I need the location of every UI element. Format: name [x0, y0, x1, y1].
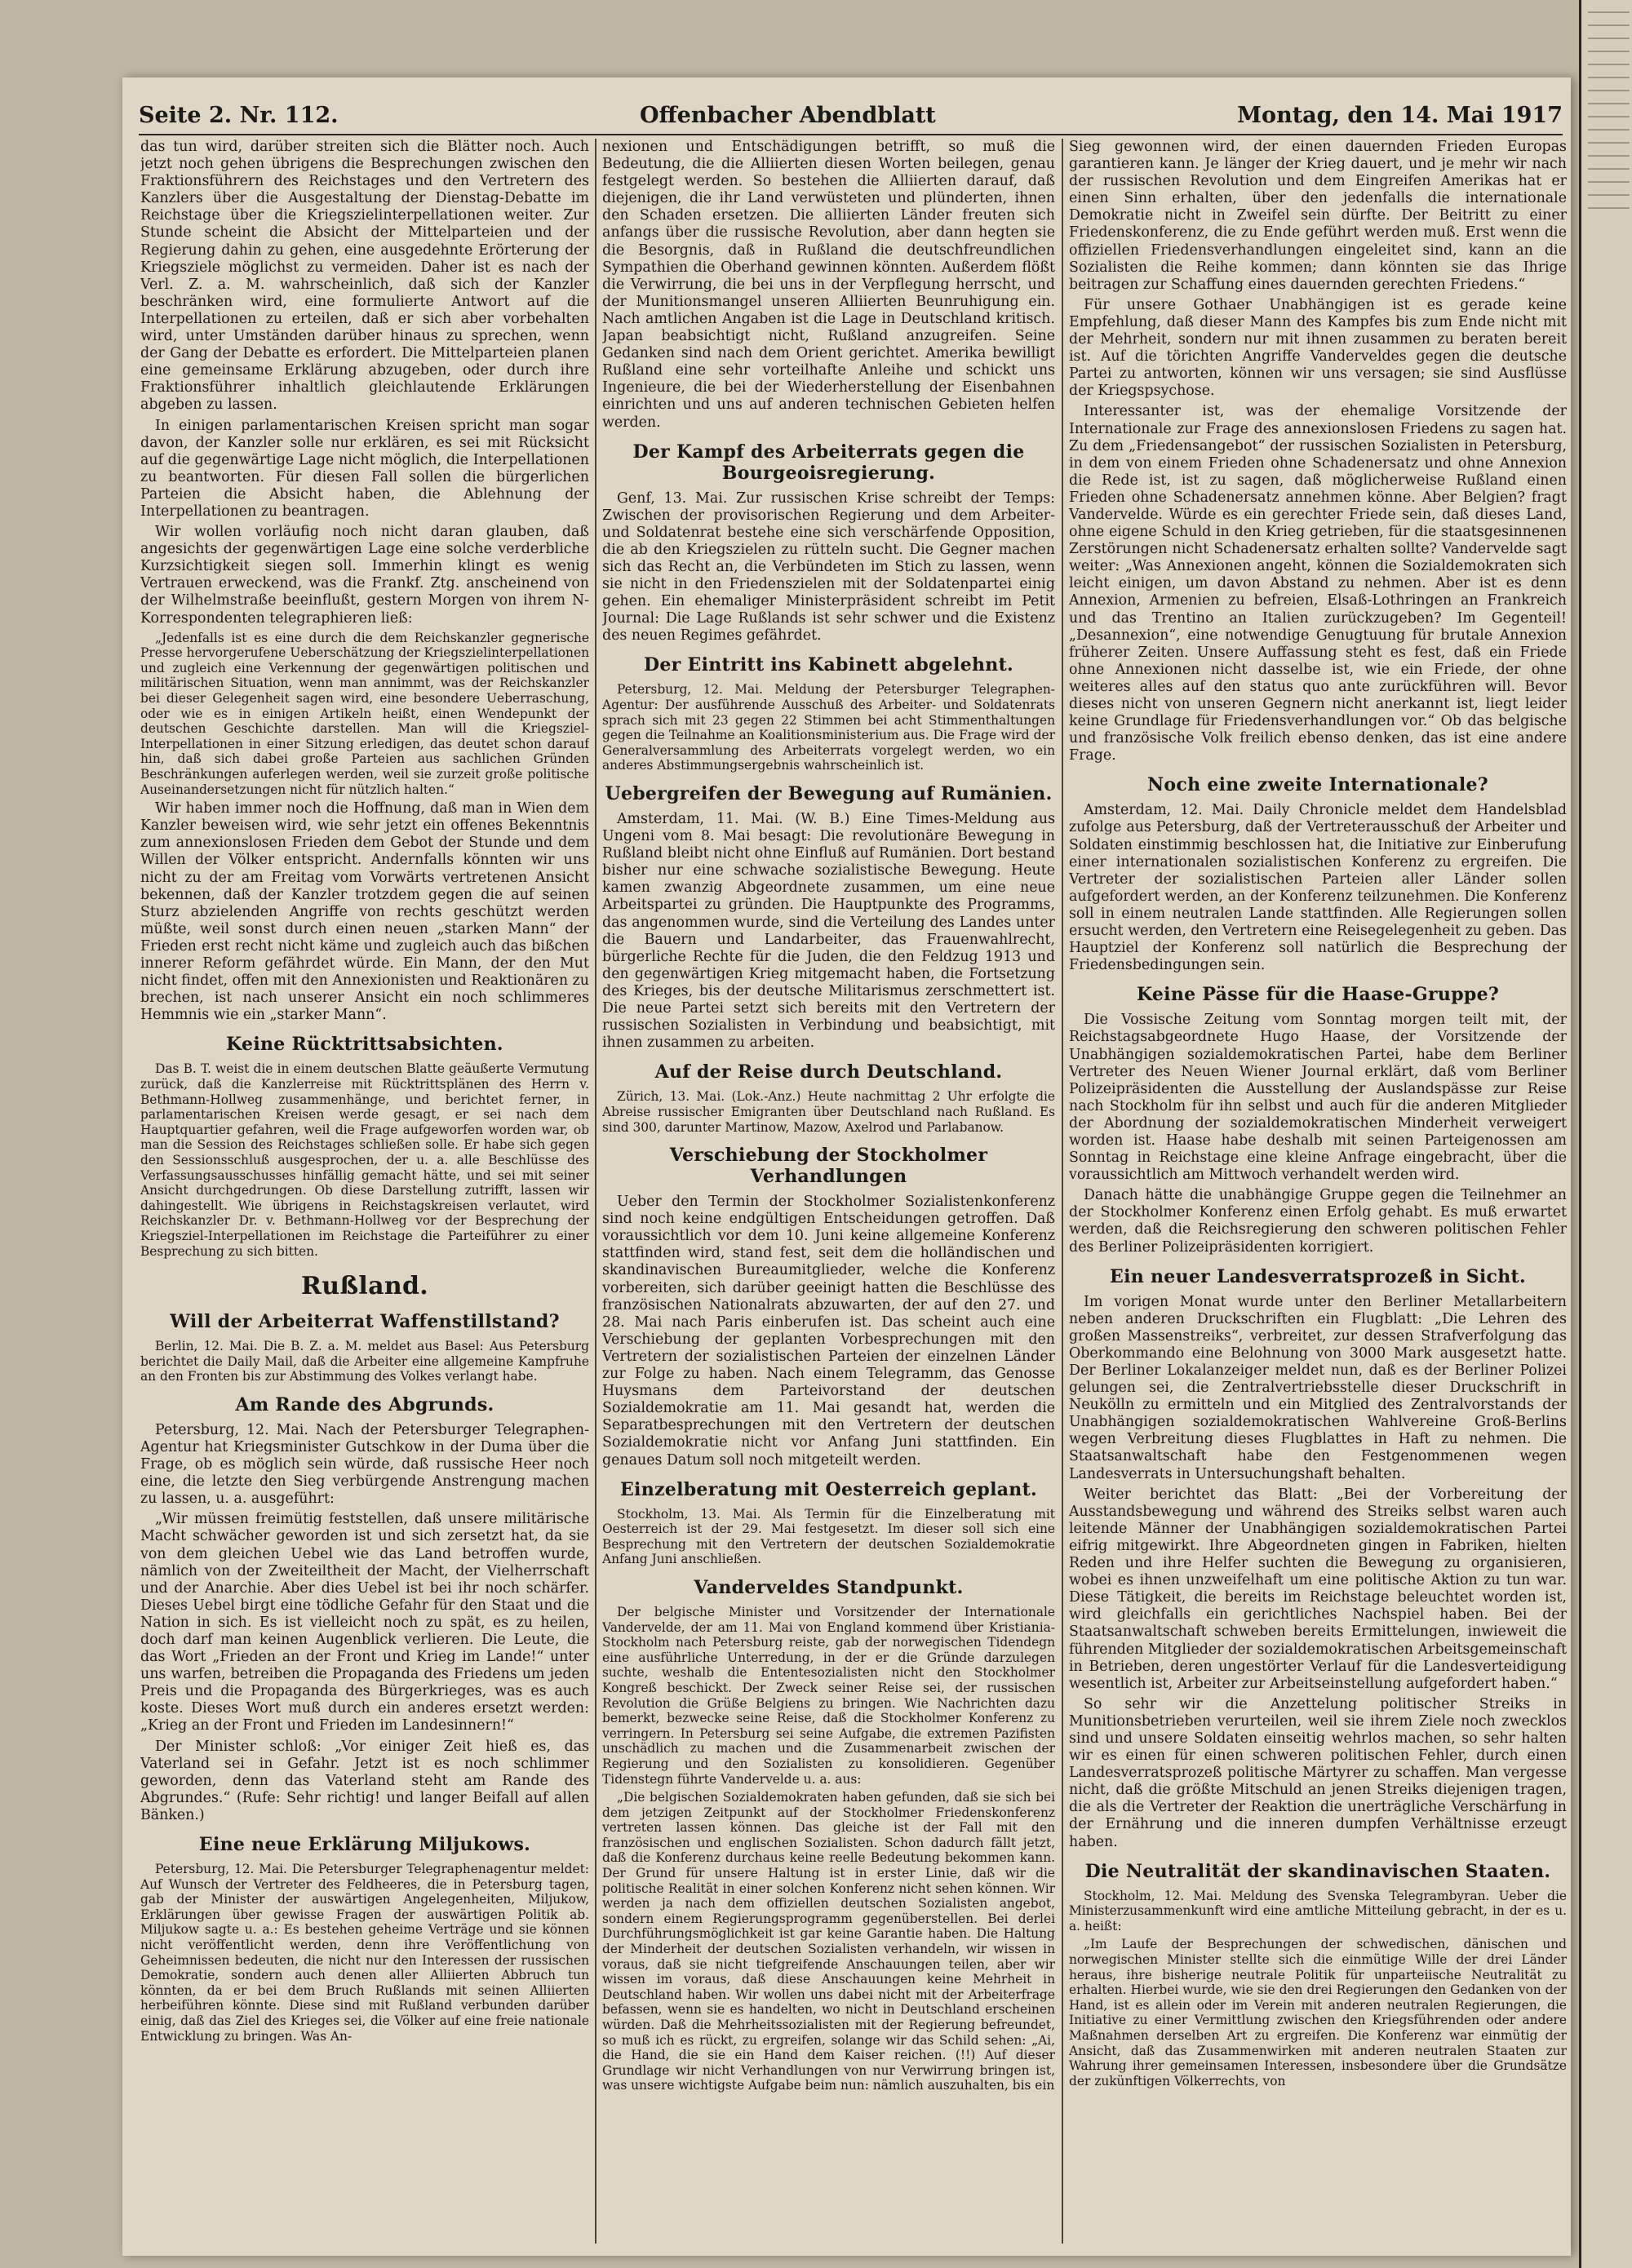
paragraph: Das B. T. weist die in einem deutschen Blatte geäußerte Vermutung zurück, daß die Kanzlerreise mit Rücktrittsplänen des Herrn v. Bethmann-Hollweg zusammenhänge, und berichtet ferner, in parlamentarischen Kreisen werde gesagt, er sei nach dem Hauptquartier gefahren, weil die Frage aufgeworfen worden war, ob man die Session des Reichstages schließen solle. Er habe sich gegen den Sessionsschluß ausgesprochen, der u. a. alle Beschlüsse des Verfassungsausschusses hinfällig gemacht hätte, und sei mit seiner Ansicht durchgedrungen. Ob diese Darstellung zutrifft, lassen wir dahingestellt. Wie übrigens in Reichstagskreisen verlautet, wird Reichskanzler Dr. v. Bethmann-Hollweg vor der Besprechung der Kriegsziel-Interpellationen im Reichstage die Parteiführer zu einer Besprechung zu sich bitten.	[140, 1061, 589, 1259]
paragraph: Weiter berichtet das Blatt: „Bei der Vorbereitung der Ausstandsbewegung und während des Streiks selbst waren auch leitende Männer der Unabhängigen sozialdemokratischen Partei eifrig mitgewirkt. Ihre Abgeordneten gingen in Fabriken, hielten Reden und ihre Helfer suchten die Bewegung zu organisieren, wobei es ihnen unzweifelhaft um eine politische Aktion zu tun war. Diese Tätigkeit, die bereits im Reichstage beleuchtet worden ist, wird gleichfalls ein gerichtliches Nachspiel haben. Bei der Staatsanwaltschaft schweben bereits Ermittelungen, inwieweit die führenden Mitglieder der sozialdemokratischen Arbeitsgemeinschaft in Betrieben, deren ungestörter Verlauf für die Landesverteidigung wesentlich ist, Arbeiter zur Arbeitseinstellung aufgefordert haben.“	[1069, 1486, 1567, 1692]
article-heading: Ein neuer Landesverratsprozeß in Sicht.	[1110, 1265, 1526, 1287]
paragraph: Interessanter ist, was der ehemalige Vorsitzende der Internationale zur Frage des annexionslosen Friedens zu sagen hat. Zu dem „Friedensangebot“ der russischen Sozialisten in Petersburg, in dem von einem Frieden ohne Schadenersatz und ohne Annexion die Rede ist, ist zu sagen, daß möglicherweise Rußland einen Frieden ohne Schadenersatz annehmen könne. Aber Belgien? fragt Vandervelde. Würde es ein gerechter Friede sein, daß dieses Land, ohne eigene Schuld in den Krieg getrieben, für die staatsgesinnenen Zerstörungen nicht Schadenersatz erhalten sollte? Vandervelde sagt weiter: „Was Annexionen angeht, können die Sozialdemokraten sich leicht einigen, um davon Abstand zu nehmen. Aber ist es denn Annexion, Armenien zu befreien, Elsaß-Lothringen an Frankreich und das Trentino an Italien zurückzugeben? Im Gegenteil! „Desannexion“, eine notwendige Genugtuung für brutale Annexion früherer Zeiten. Unsere Auffassung steht es fest, daß ein Friede ohne Annexionen nicht dasselbe ist, wie ein Friede, der ohne weiteres alles auf den status quo ante zurückführen will. Bevor dieses nicht von unseren Gegnern nicht anerkannt ist, liegt leider keine Grundlage für Friedensverhandlungen vor.“ Ob das belgische und französische Volk freilich ebenso denken, das ist eine andere Frage.	[1069, 403, 1567, 764]
column-1	[140, 139, 589, 2252]
paragraph: Der Minister schloß: „Vor einiger Zeit hieß es, das Vaterland sei in Gefahr. Jetzt ist es noch schlimmer geworden, denn das Vaterland steht am Rande des Abgrundes.“ (Rufe: Sehr richtig! und langer Beifall auf allen Bänken.)	[140, 1738, 589, 1823]
paragraph: In einigen parlamentarischen Kreisen spricht man sogar davon, der Kanzler solle nur erklären, es sei mit Rücksicht auf die gegenwärtige Lage nicht möglich, die Interpellationen zu beantworten. Für diesen Fall sollen die bürgerlichen Parteien die Absicht haben, die Ablehnung der Interpellationen zu beantragen.	[140, 417, 589, 520]
article-heading: Einzelberatung mit Oesterreich geplant.	[619, 1478, 1038, 1500]
adjacent-page-edge	[1579, 0, 1632, 2268]
article-heading: Der Kampf des Arbeiterrats gegen die Bourgeoisregierung.	[632, 441, 1025, 484]
quote-paragraph: „Die belgischen Sozialdemokraten haben gefunden, daß sie sich bei dem jetzigen Zeitpunkt auf der Stockholmer Friedenskonferenz vertreten lassen können. Das gleiche ist der Fall mit den französischen und englischen Sozialisten. Schon dadurch fällt jetzt, daß die Konferenz durchaus keine reelle Bedeutung bekommen kann. Der Grund für unsere Haltung ist in erster Linie, daß wir die politische Realität in einer solchen Konferenz nicht sehen können. Wir werden ja nach dem offiziellen deutschen Sozialisten angebot, sondern einem Regierungsprogramm gegenüberstellen. Bei derlei Durchführungsmöglichkeit ist gar keine Garantie haben. Die Haltung der Minderheit der deutschen Sozialisten verhandeln, wir wissen in voraus, daß sie nicht tiefgreifende Anschauungen teilen, aber wir wissen im voraus, daß diese Anschauungen keine Mehrheit in Deutschland haben. Wir wollen uns dabei nicht mit der Arbeiterfrage befassen, wenn sie es handelten, wo nicht in Deutschland erscheinen würden. Daß die Mehrheitssozialisten mit der Regierung befreundet, so muß ich es rückt, zu ergreifen, solange wir das Schild sehen: „Ai, die Hand, die sie ein Hand dem Kaiser reichen. (!!) Auf dieser Grundlage wir nicht Verhandlungen von nur Verwirrung bringen ist, was unsere wichtigste Aufgabe beim nun: nämlich auszuhalten, bis ein	[602, 1790, 1055, 2093]
paragraph: Die Vossische Zeitung vom Sonntag morgen teilt mit, der Reichstagsabgeordnete Hugo Haase, der Vorsitzende der Unabhängigen sozialdemokratischen Partei, habe dem Berliner Vertreter des Neuen Wiener Journal erklärt, daß vom Berliner Polizeipräsidenten die Ausstellung der Auslandspässe zur Reise nach Stockholm für ihn selbst und auch für die anderen Mitglieder der Abordnung der sozialdemokratischen Minderheit verweigert worden ist. Haase habe deshalb mit seinen Parteigenossen am Sonntag in Reichstage eine kleine Anfrage eingebracht, über die voraussichtlich am Mittwoch verhandelt werden wird.	[1069, 1012, 1567, 1184]
paragraph: Zürich, 13. Mai. (Lok.-Anz.) Heute nachmittag 2 Uhr erfolgte die Abreise russischer Emigranten über Deutschland nach Rußland. Es sind 300, darunter Martinow, Mazow, Axelrod und Parlabanow.	[602, 1089, 1055, 1135]
paragraph: So sehr wir die Anzettelung politischer Streiks in Munitionsbetrieben verurteilen, weil sie ihrem Ziele noch zwecklos sind und unsere Soldaten einseitig wehrlos machen, so sehr halten wir es einen für einen schweren politischen Fehler, durch einen Landesverratsprozeß politische Märtyrer zu schaffen. Man vergesse nicht, daß die größte Mitschuld an jenen Streiks diejenigen tragen, die als die Vertreter der Reaktion die unerträgliche Verschärfung in der Ernährung und die inneren dumpfen Verhältnisse erzeugt haben.	[1069, 1695, 1567, 1850]
article-heading: Am Rande des Abgrunds.	[235, 1393, 494, 1415]
paragraph: Wir haben immer noch die Hoffnung, daß man in Wien dem Kanzler beweisen wird, wie sehr jetzt ein offenes Bekenntnis zum annexionslosen Frieden dem Gebot der Stunde und dem Willen der Völker entspricht. Andernfalls könnten wir uns nicht zu der am Freitag vom Vorwärts vertretenen Ansicht bekennen, daß der Kanzler trotzdem gegen die auf seinen Sturz abzielenden Angriffe von rechts geschützt werden müßte, weil sonst durch einen neuen „starken Mann“ der Frieden erst recht nicht käme und zugleich auch das bißchen innerer Reform gefährdet würde. Ein Mann, der den Mut nicht findet, offen mit den Annexionisten und Reaktionären zu brechen, ist nach unserer Ansicht ein noch schlimmeres Hemmnis wie ein „starker Mann“.	[140, 800, 589, 1024]
article-heading: Die Neutralität der skandinavischen Staaten.	[1084, 1860, 1551, 1882]
article-heading: Uebergreifen der Bewegung auf Rumänien.	[605, 783, 1053, 804]
paragraph: Stockholm, 13. Mai. Als Termin für die Einzelberatung mit Oesterreich ist der 29. Mai festgesetzt. Im dieser soll sich eine Besprechung mit den Vertretern der deutschen Sozialdemokratie Anfang Juni anschließen.	[602, 1506, 1055, 1567]
column-3	[1069, 139, 1567, 2252]
article-heading: Verschiebung der Stockholmer Verhandlungen	[669, 1145, 988, 1188]
column-rule	[595, 139, 596, 2244]
article-heading: Keine Rücktrittsabsichten.	[226, 1034, 503, 1056]
paragraph: Amsterdam, 11. Mai. (W. B.) Eine Times-Meldung aus Ungeni vom 8. Mai besagt: Die revolutionäre Bewegung in Rußland bleibt nicht ohne Einfluß auf Rumänien. Dort bestand bisher nur eine schwache sozialistische Bewegung. Heute kamen zwanzig Abgeordnete zusammen, um eine neue Arbeitspartei zu gründen. Die Hauptpunkte des Programms, das angenommen wurde, sind die Verteilung des Landes unter die Bauern und Landarbeiter, das Frauenwahlrecht, bürgerliche Rechte für die Juden, die den Feldzug 1913 und den gegenwärtigen Krieg mitgemacht haben, die Fortsetzung des Krieges, bis der deutsche Militarismus zerschmettert ist. Die neue Partei setzt sich bereits mit den Vertretern der russischen Sozialisten in Verbindung und beabsichtigt, mit ihnen zusammen zu arbeiten.	[602, 811, 1055, 1052]
paragraph: Im vorigen Monat wurde unter den Berliner Metallarbeitern neben anderen Druckschriften ein Flugblatt: „Die Lehren des großen Massenstreiks“, verbreitet, zur dessen Strafverfolgung das Oberkommando eine Belohnung von 3000 Mark ausgesetzt hatte. Der Berliner Lokalanzeiger meldet nun, daß es der Berliner Polizei gelungen sei, die Zentralvertriebsstelle dieser Druckschrift in Neukölln zu ermitteln und ein Mitglied des Zentralvorstands der Unabhängigen sozialdemokratischen Wahlvereine Groß-Berlins wegen Verbreitung dieses Flugblattes in Haft zu nehmen. Die Staatsanwaltschaft habe den Festgenommenen wegen Landesverrats in Untersuchungshaft behalten.	[1069, 1293, 1567, 1482]
paragraph: Der belgische Minister und Vorsitzender der Internationale Vandervelde, der am 11. Mai von England kommend über Kristiania-Stockholm nach Petersburg reiste, gab der norwegischen Tidendegn eine ausführliche Unterredung, in der er die Gründe darzulegen suchte, weshalb die Ententesozialisten nicht den Stockholmer Kongreß beschickt. Der Zweck seiner Reise sei, der russischen Revolution die Grüße Belgiens zu bringen. Wie Nachrichten dazu bemerkt, bezwecke seine Reise, daß die Stockholmer Konferenz zu verringern. In Petersburg sei seine Aufgabe, die extremen Pazifisten unschädlich zu machen und die Zusammenarbeit zwischen der Regierung und den Sozialisten zu konsolidieren. Gegenüber Tidenstegn führte Vandervelde u. a. aus:	[602, 1604, 1055, 1787]
paragraph: Danach hätte die unabhängige Gruppe gegen die Teilnehmer an der Stockholmer Konferenz einen Erfolg gehabt. Es muß erwartet werden, daß die Reichsregierung den schweren politischen Fehler des Berliner Polizeipräsidenten korrigiert.	[1069, 1187, 1567, 1256]
paragraph: Berlin, 12. Mai. Die B. Z. a. M. meldet aus Basel: Aus Petersburg berichtet die Daily Mail, daß die Arbeiter eine allgemeine Kampfruhe an den Fronten bis zur Abstimmung des Volkes verlangt habe.	[140, 1339, 589, 1384]
paragraph: Genf, 13. Mai. Zur russischen Krise schreibt der Temps: Zwischen der provisorischen Regierung und dem Arbeiter- und Soldatenrat bestehe eine sich verschärfende Opposition, die ab den Kriegszielen zu rütteln sucht. Die Gegner machen sich das Recht an, die Verbündeten im Stich zu lassen, wenn sie nicht in den Friedenszielen mit der Soldatenpartei einig gehen. Ein ehemaliger Ministerpräsident schreibt im Petit Journal: Die Lage Rußlands ist sehr schwer und die Existenz des neuen Regimes gefährdet.	[602, 489, 1055, 645]
article-heading: Der Eintritt ins Kabinett abgelehnt.	[643, 654, 1013, 676]
quote-paragraph: „Im Laufe der Besprechungen der schwedischen, dänischen und norwegischen Minister stellte sich die einmütige Wille der drei Länder heraus, ihre bisherige neutrale Politik für unparteiische Neutralität zu erhalten. Hierbei wurde, wie sie den drei Regierungen den Gedanken von der Hand, ist es allein oder im Verein mit anderen neutralen Regierungen, die Initiative zu einer Vermittlung zwischen den Kriegsführenden oder andere Maßnahmen derselben Art zu ergreifen. Die Konferenz war einmütig der Ansicht, daß das Zusammenwirken mit anderen neutralen Staaten zur Wahrung ihrer gemeinsamen Interessen, insbesondere über die Grundsätze der zukünftigen Völkerrechts, von	[1069, 1937, 1567, 2089]
article-heading: Auf der Reise durch Deutschland.	[654, 1061, 1003, 1083]
column-rule	[1062, 139, 1063, 2244]
page-number: Seite 2. Nr. 112.	[139, 102, 339, 128]
issue-date: Montag, den 14. Mai 1917	[1237, 102, 1563, 128]
article-heading: Vanderveldes Standpunkt.	[694, 1576, 964, 1598]
paragraph: Amsterdam, 12. Mai. Daily Chronicle meldet dem Handelsblad zufolge aus Petersburg, daß der Vertreterausschuß der Arbeiter und Soldaten einstimmig beschlossen hat, die Initiative zur Einberufung einer internationalen sozialistischen Konferenz zu ergreifen. Die Vertreter der sozialistischen Parteien aller Länder sollen aufgefordert werden, an der Konferenz teilzunehmen. Die Konferenz soll in einem neutralen Lande stattfinden. Alle Regierungen sollen ersucht werden, den Vertretern eine Reisegelegenheit zu geben. Das Hauptziel der Konferenz soll natürlich die Besprechung der Friedensbedingungen sein.	[1069, 802, 1567, 974]
masthead: Offenbacher Abendblatt	[639, 102, 936, 128]
paragraph: nexionen und Entschädigungen betrifft, so muß die Bedeutung, die die Alliierten diesen Worten beilegen, genau festgelegt werden. So bestehen die Alliierten darauf, daß diejenigen, die ihr Land verwüsteten und plünderten, ihnen den Schaden ersetzen. Die alliierten Länder freuten sich anfangs über die russische Revolution, aber dann hegten sie die Besorgnis, daß in Rußland die deutschfreundlichen Sympathien die Oberhand gewinnen könnten. Außerdem flößt die Verwirrung, die bei uns in der Verpflegung herrscht, und der Munitionsmangel unseren Alliierten Beunruhigung ein. Nach amtlichen Angaben ist die Lage in Deutschland kritisch. Japan beabsichtigt nicht, Rußland anzugreifen. Seine Gedanken sind nach dem Orient gerichtet. Amerika bewilligt Rußland eine sehr vorteilhafte Anleihe und schickt uns Ingenieure, die bei der Wiederherstellung der Eisenbahnen einrichten und uns auf anderen technischen Gebieten helfen werden.	[602, 139, 1055, 431]
paragraph: Petersburg, 12. Mai. Meldung der Petersburger Telegraphen-Agentur: Der ausführende Ausschuß des Arbeiter- und Soldatenrats sprach sich mit 23 gegen 22 Stimmen bei acht Stimmenthaltungen gegen die Teilnahme an Koalitionsministerium aus. Die Frage wird der Generalversammlung des Arbeiterrats vorgelegt werden, wo ein anderes Abstimmungsergebnis wahrscheinlich ist.	[602, 682, 1055, 773]
section-heading: Rußland.	[300, 1272, 428, 1301]
quote-paragraph: „Jedenfalls ist es eine durch die dem Reichskanzler gegnerische Presse hervorgerufene Ueberschätzung der Kriegszielinterpellationen und zugleich eine Verkennung der gegenwärtigen politischen und militärischen Situation, wenn man annimmt, was der Reichskanzler bei dieser Gelegenheit sagen wird, eine besondere Ueberraschung, oder wie es in einigen Artikeln heißt, einen Wendepunkt der deutschen Geschichte darstellen. Man will die Kriegsziel-Interpellationen in einer Sitzung erledigen, das deutet schon darauf hin, daß sich dabei große Parteien aus sachlichen Gründen Beschränkungen auferlegen werden, weil sie zurzeit große politische Auseinandersetzungen nicht für nützlich halten.“	[140, 630, 589, 797]
paragraph: Stockholm, 12. Mai. Meldung des Svenska Telegrambyran. Ueber die Ministerzusammenkunft wird eine amtliche Mitteilung gebracht, in der es u. a. heißt:	[1069, 1888, 1567, 1934]
paragraph: Petersburg, 12. Mai. Nach der Petersburger Telegraphen-Agentur hat Kriegsminister Gutschkow in der Duma über die Frage, ob es möglich sein würde, daß russische Heer noch eine, die letzte den Sieg verbürgende Anstrengung machen zu lassen, u. a. ausgeführt:	[140, 1421, 589, 1508]
page-header	[139, 96, 1563, 135]
article-heading: Eine neue Erklärung Miljukows.	[198, 1834, 531, 1856]
paragraph: Wir wollen vorläufig noch nicht daran glauben, daß angesichts der gegenwärtigen Lage eine solche verderbliche Kurzsichtigkeit siegen soll. Immerhin klingt es wenig Vertrauen erweckend, was die Frankf. Ztg. anscheinend von der Wilhelmstraße beeinflußt, gestern Morgen von ihrem N-Korrespondenten telegraphieren ließ:	[140, 524, 589, 627]
article-heading: Keine Pässe für die Haase-Gruppe?	[1136, 984, 1500, 1006]
paragraph: „Wir müssen freimütig feststellen, daß unsere militärische Macht schwächer geworden ist und sich zersetzt hat, da sie von dem gleichen Uebel wie das Land betroffen wurde, nämlich von der Zweiteiltheit der Macht, der Vielherrschaft und der Anarchie. Aber dies Uebel ist bei ihr noch schärfer. Dieses Uebel birgt eine tödliche Gefahr für den Staat und die Nation in sich. Es ist vielleicht noch zu spät, es zu heilen, doch darf man keinen Augenblick verlieren. Die Leute, die das Wort „Frieden an der Front und Krieg im Lande!“ unter uns warfen, betreiben die Propaganda des Friedens um jeden Preis und die Propaganda des Bürgerkrieges, was es auch koste. Dieses Wort muß durch ein anderes ersetzt werden: „Krieg an der Front und Frieden im Landesinnern!“	[140, 1511, 589, 1734]
paragraph: Für unsere Gothaer Unabhängigen ist es gerade keine Empfehlung, daß dieser Mann des Kampfes bis zum Ende nicht mit der Mehrheit, sondern nur mit ihnen zusammen zu beraten bereit ist. Auf die törichten Angriffe Vanderveldes gegen die deutsche Partei zu antworten, können wir uns versagen; sie sind Ausflüsse der Kriegspsychose.	[1069, 296, 1567, 400]
paragraph: Sieg gewonnen wird, der einen dauernden Frieden Europas garantieren kann. Je länger der Krieg dauert, und je mehr wir nach der russischen Revolution und dem Eingreifen Amerikas hat er einen Sinn erhalten, über den jedenfalls die internationale Demokratie nicht in Zweifel sein dürfte. Der Beitritt zu einer Friedenskonferenz, die zu Ende geführt werden muß. Erst wenn die offiziellen Friedensverhandlungen eingeleitet sind, kann an die Sozialisten die Reihe kommen; dann könnten sie das Ihrige beitragen zur Schaffung eines dauernden gerechten Friedens.“	[1069, 139, 1567, 293]
article-heading: Will der Arbeiterrat Waffenstillstand?	[170, 1311, 560, 1333]
paragraph: das tun wird, darüber streiten sich die Blätter noch. Auch jetzt noch gehen übrigens die Besprechungen zwischen den Fraktionsführern des Reichstages und den Vertretern des Kanzlers über die Ausgestaltung der Dienstag-Debatte im Reichstage über die Kriegszielinterpellationen weiter. Zur Stunde scheint die Absicht der Mittelparteien und der Regierung dahin zu gehen, eine ausgedehnte Erörterung der Kriegsziele möglichst zu vermeiden. Daher ist es nach der Verl. Z. a. M. wahrscheinlich, daß sich der Kanzler beschränken wird, eine formulierte Antwort auf die Interpellationen zu erteilen, daß er sich aber vorbehalten wird, unter Umständen darüber hinaus zu sprechen, wenn der Gang der Debatte es erfordert. Die Mittelparteien planen eine gemeinsame Erklärung abzugeben, oder durch ihre Fraktionsführer inhaltlich gleichlautende Erklärungen abgeben zu lassen.	[140, 139, 589, 414]
paragraph: Petersburg, 12. Mai. Die Petersburger Telegraphenagentur meldet: Auf Wunsch der Vertreter des Feldheeres, die in Petersburg tagen, gab der Minister der auswärtigen Angelegenheiten, Miljukow, Erklärungen über gewisse Fragen der auswärtigen Politik ab. Miljukow sagte u. a.: Es bestehen geheime Verträge und sie können nicht veröffentlicht werden, denn ihre Veröffentlichung von Geheimnissen bedeuten, die nicht nur den Interessen der russischen Demokratie, sondern auch denen aller Alliierten Abbruch tun könnten, da er bei dem Bruch Rußlands mit seinen Alliierten herbeiführen könnte. Diese sind mit Rußland verbunden darüber einig, daß das Ziel des Krieges sei, die Völker auf eine freie nationale Entwicklung zu bringen. Was An-	[140, 1862, 589, 2044]
column-2	[602, 139, 1055, 2252]
article-heading: Noch eine zweite Internationale?	[1146, 774, 1489, 796]
paragraph: Ueber den Termin der Stockholmer Sozialistenkonferenz sind noch keine endgültigen Entscheidungen getroffen. Daß voraussichtlich vor dem 10. Juni keine allgemeine Konferenz stattfinden wird, stand fest, seit dem die holländischen und skandinavischen Bureaumitglieder, welche die Konferenz vorbereiten, sich darüber geeinigt hatten die Beschlüsse des französischen Nationalrats abzuwarten, der auf den 27. und 28. Mai nach Paris einberufen ist. Das scheint auch eine Verschiebung der geplanten Vorbesprechungen mit den Vertretern der sozialistischen Parteien der einzelnen Länder zur Folge zu haben. Nach einem Telegramm, das Genosse Huysmans dem Parteivorstand der deutschen Sozialdemokratie am 11. Mai gesandt hat, werden die Separatbesprechungen mit den Vertretern der deutschen Sozialdemokratie nicht vor Anfang Juni stattfinden. Ein genaues Datum soll noch mitgeteilt werden.	[602, 1194, 1055, 1468]
